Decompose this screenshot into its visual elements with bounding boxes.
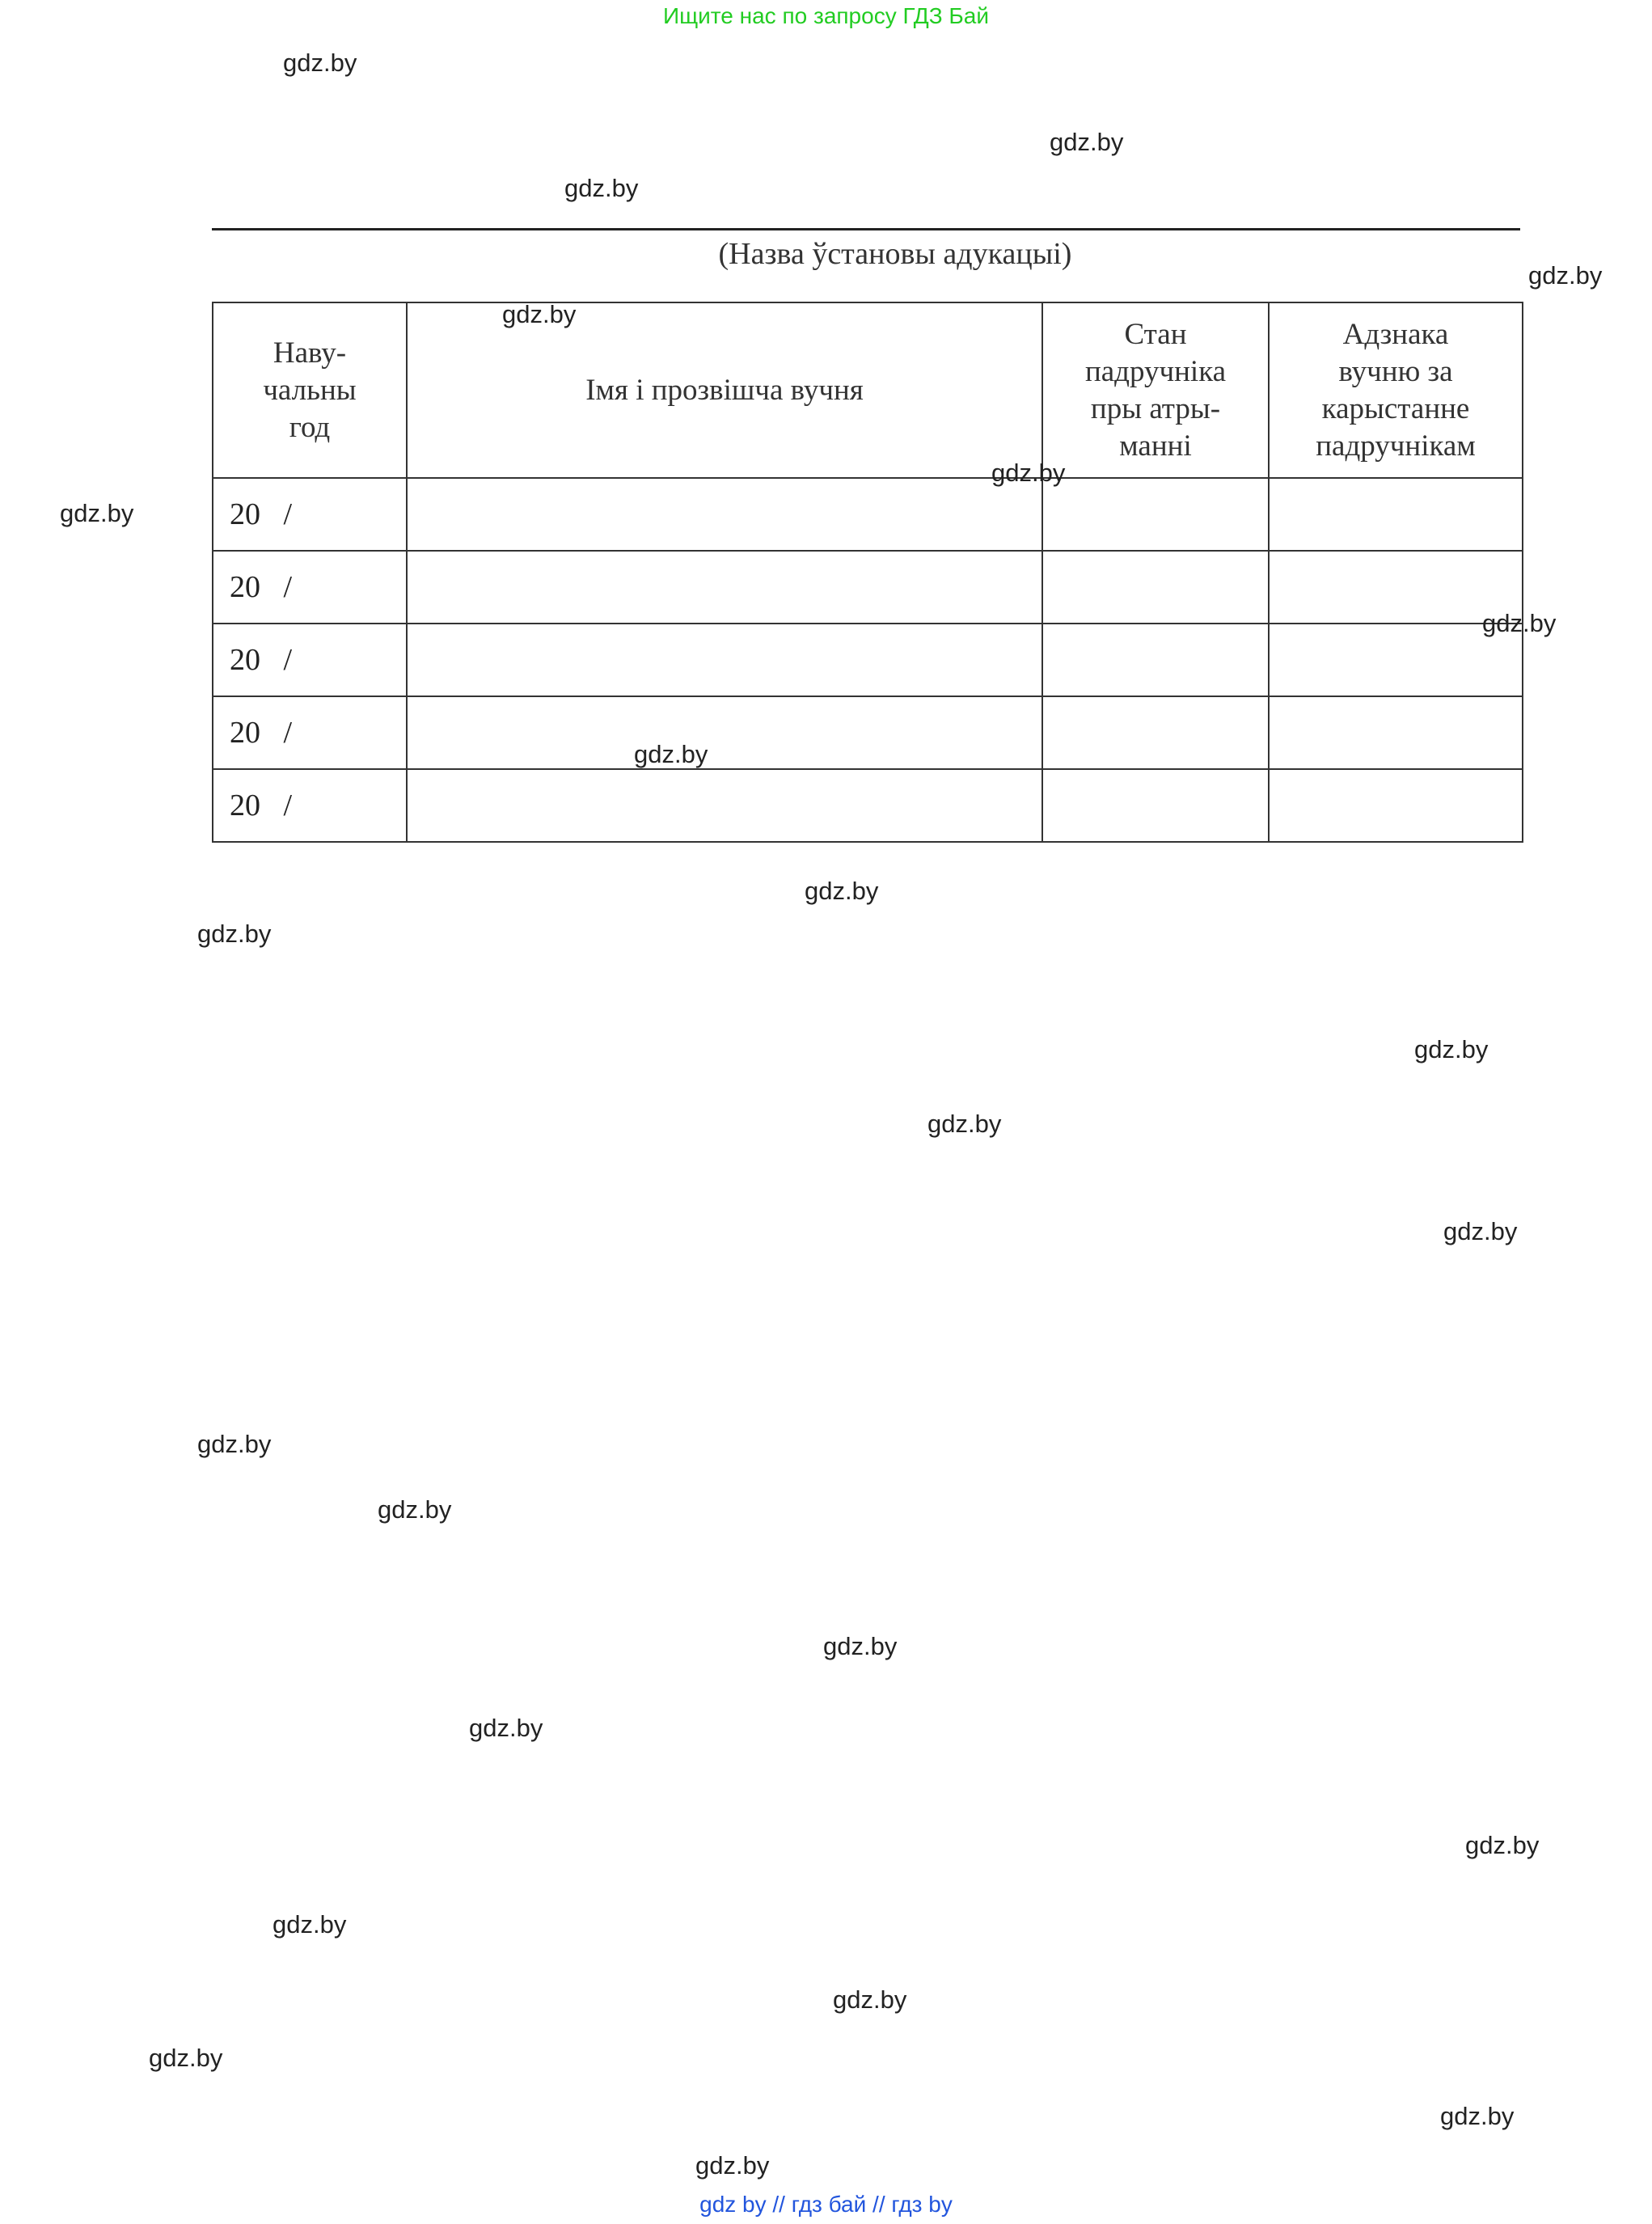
watermark: gdz.by — [695, 2151, 770, 2180]
header-school-year: Наву- чальны год — [213, 302, 407, 478]
year-cell: 20 / — [213, 696, 407, 769]
watermark: gdz.by — [1050, 128, 1124, 156]
year-cell: 20 / — [213, 624, 407, 696]
student-name-cell — [407, 696, 1042, 769]
textbook-record-table — [212, 302, 1523, 843]
header-textbook-condition: Стан падручніка пры атры- манні — [1042, 302, 1269, 478]
footer-links[interactable]: gdz by // гдз бай // гдз by — [699, 2192, 953, 2217]
year-cell: 20 / — [213, 769, 407, 842]
table-row — [213, 551, 1523, 624]
watermark: gdz.by — [1443, 1217, 1518, 1245]
table-row — [213, 478, 1523, 551]
condition-cell — [1042, 696, 1269, 769]
institution-caption: (Назва ўстановы адукацыі) — [718, 237, 1072, 271]
watermark: gdz.by — [1414, 1035, 1489, 1063]
watermark: gdz.by — [502, 300, 577, 328]
student-name-cell — [407, 551, 1042, 624]
condition-cell — [1042, 551, 1269, 624]
watermark: gdz.by — [1440, 2102, 1515, 2130]
watermark: gdz.by — [469, 1714, 543, 1742]
institution-name-line — [212, 228, 1520, 230]
watermark: gdz.by — [1482, 609, 1557, 637]
condition-cell — [1042, 478, 1269, 551]
watermark: gdz.by — [991, 459, 1066, 487]
year-cell: 20 / — [213, 551, 407, 624]
header-student-name: Імя і прозвішча вучня — [407, 302, 1042, 478]
table-header-row — [213, 302, 1523, 478]
watermark: gdz.by — [564, 174, 639, 202]
top-banner[interactable]: Ищите нас по запросу ГДЗ Бай — [662, 3, 990, 28]
condition-cell — [1042, 624, 1269, 696]
watermark: gdz.by — [273, 1910, 347, 1939]
condition-cell — [1042, 769, 1269, 842]
watermark: gdz.by — [805, 877, 879, 905]
watermark: gdz.by — [283, 49, 357, 77]
grade-cell — [1269, 478, 1523, 551]
header-usage-grade: Адзнака вучню за карыстанне падручнікам — [1269, 302, 1523, 478]
table-row — [213, 696, 1523, 769]
grade-cell — [1269, 769, 1523, 842]
watermark: gdz.by — [1465, 1831, 1540, 1859]
watermark: gdz.by — [149, 2044, 223, 2072]
watermark: gdz.by — [927, 1110, 1002, 1138]
watermark: gdz.by — [823, 1632, 898, 1660]
watermark: gdz.by — [833, 1985, 907, 2014]
watermark: gdz.by — [378, 1495, 452, 1524]
watermark: gdz.by — [634, 740, 708, 768]
table-row — [213, 769, 1523, 842]
year-cell: 20 / — [213, 478, 407, 551]
watermark: gdz.by — [197, 920, 272, 948]
student-name-cell — [407, 478, 1042, 551]
grade-cell — [1269, 696, 1523, 769]
watermark: gdz.by — [1528, 261, 1603, 290]
student-name-cell — [407, 624, 1042, 696]
watermark: gdz.by — [60, 499, 134, 527]
table-row — [213, 624, 1523, 696]
watermark: gdz.by — [197, 1430, 272, 1458]
student-name-cell — [407, 769, 1042, 842]
